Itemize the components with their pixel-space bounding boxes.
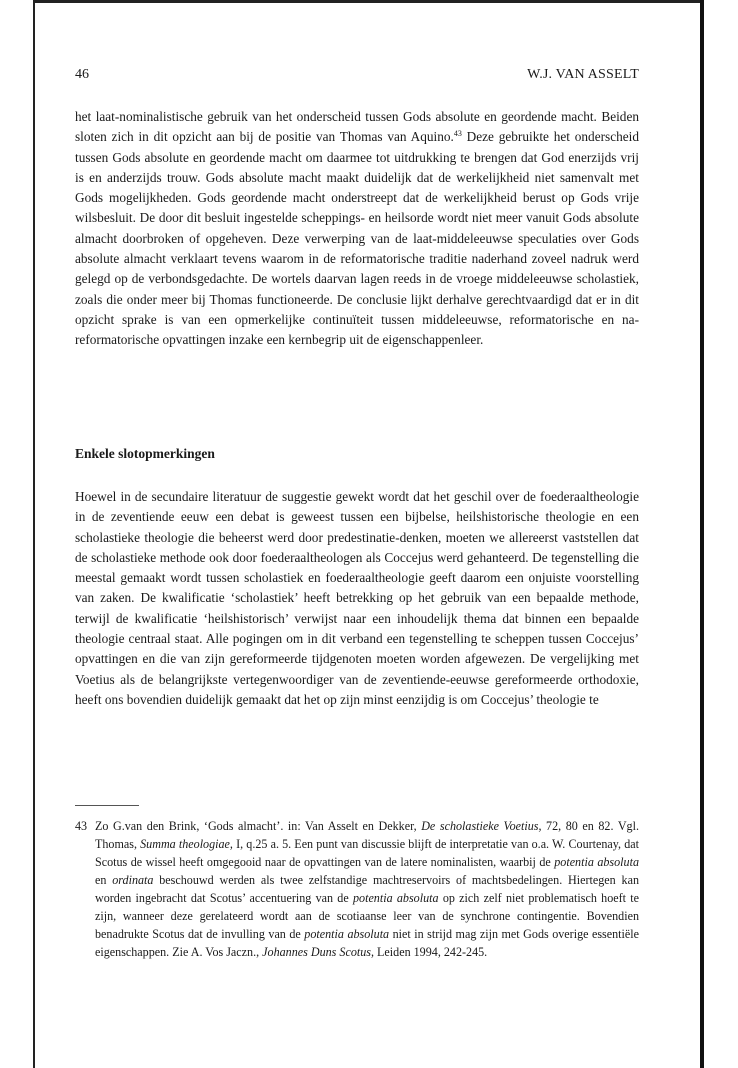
footnote-number: 43 [75, 819, 88, 833]
page-number: 46 [75, 67, 89, 82]
page-border-top [33, 0, 704, 3]
body-paragraph-2: Hoewel in de secundaire literatuur de suggestie gewekt wordt dat het geschil over de foederaaltheologie in de zeventiende eeuw een debat is geweest tussen een bijbelse, heilshistorische theologie en een scholastieke theologie die beheerst werd door predestinatie-denken, moeten we allereerst vaststellen dat de scholastieke methode ook door foederaaltheologen als Coccejus werd gehanteerd. De tegenstelling die meestal gemaakt wordt tussen scholastiek en foederaaltheologie geeft daarom een onjuiste voorstelling van zaken. De kwalificatie ‘scholastiek’ heeft betrekking op het gebruik van een bepaalde methode, terwijl de kwalificatie ‘heilshistorisch’ verwijst naar een inhoudelijk thema dat binnen een bepaalde theologie centraal staat. Alle pogingen om in dit verband een tegenstelling te scheppen tussen Coccejus’ opvattingen en die van zijn gereformeerde tijdgenoten moeten worden afgewezen. De vergelijking met Voetius als de belangrijkste vertegenwoordiger van de zeventiende-eeuwse gereformeerde orthodoxie, heeft ons bovendien duidelijk gemaakt dat het op zijn minst eenzijdig is om Coccejus’ theologie te [75, 489, 639, 707]
footnote-43 [75, 817, 639, 961]
fn-italic-4: ordinata [112, 873, 154, 887]
fn-italic-2: Summa theologiae, [140, 837, 233, 851]
fn-text-5: beschouwd werden als twee zelfstandige machtreservoirs of machtsbedelingen. Hiertegen kan worden ingebracht dat Scotus’ accentuering van de [95, 873, 639, 905]
fn-italic-7: Johannes Duns Scotus, [262, 945, 375, 959]
footnote-text [95, 817, 639, 961]
fn-italic-5: potentia absoluta [352, 891, 439, 905]
section-heading: Enkele slotopmerkingen [75, 446, 215, 461]
fn-italic-3: potentia absoluta [554, 855, 639, 869]
page-header [75, 67, 639, 87]
fn-text-8: Leiden 1994, 242-245. [374, 945, 488, 959]
fn-italic-1: De scholastieke Voetius, [421, 819, 542, 833]
fn-text-3: I, q.25 a. 5. Een punt van discussie blijft de interpretatie van o.a. W. Courtenay, dat Scotus de wissel heeft omgegooid naar de opvattingen van de latere nominalisten, waarbij de [95, 837, 639, 869]
fn-text-7: niet in strijd mag zijn met Gods overige essentiële eigenschappen. Zie A. Vos Jaczn., [95, 927, 639, 959]
footnote-reference-43[interactable]: 43 [453, 129, 462, 139]
footnote-separator [75, 805, 139, 806]
fn-text-1: Zo G.van den Brink, ‘Gods almacht’. in: Van Asselt en Dekker, [95, 819, 422, 833]
page-border-right [700, 0, 704, 1068]
fn-text-6: op zich zelf niet problematisch hoeft te zijn, wanneer deze gerelateerd wordt aan de scotiaanse leer van de synchrone contingentie. Bovendien benadrukte Scotus dat de invulling van de [95, 891, 639, 941]
fn-text-4: en [95, 873, 113, 887]
body-paragraph-1 [75, 107, 639, 351]
fn-italic-6: potentia absoluta [304, 927, 390, 941]
page-border-left [33, 0, 35, 1068]
fn-text-2: 72, 80 en 82. Vgl. Thomas, [95, 819, 639, 851]
paragraph-1-text-a: het laat-nominalistische gebruik van het onderscheid tussen Gods absolute en geordende macht. Beiden sloten zich in dit opzicht aan bij de positie van Thomas van Aquino. [75, 109, 639, 145]
paragraph-1-text-b: Deze gebruikte het onderscheid tussen Gods absolute en geordende macht om daarmee tot uitdrukking te brengen dat God enerzijds vrij is en anderzijds trouw. Gods absolute macht maakt duidelijk dat de werkelijkheid niet samenvalt met Gods mogelijkheden. Gods geordende macht onderstreept dat de werkelijkheid berust op Gods vrije wilsbesluit. De door dit besluit ingestelde scheppings- en heilsorde wordt niet meer vanuit Gods absolute almacht doorbroken of opgeheven. Deze verwerping van de laat-middeleeuwse speculaties over Gods absolute almacht verklaart tevens waarom in de reformatorische traditie naderhand zoveel nadruk werd gelegd op de verbondsgedachte. De wortels daarvan lagen reeds in de vroege middeleeuwse scholastiek, zoals die onder meer bij Thomas functioneerde. De conclusie lijkt derhalve gerechtvaardigd dat er in dit opzicht sprake is van een opmerkelijke continuïteit tussen middeleeuwse, reformatorische en nareformatorische opvattingen inzake een kernbegrip uit de eigenschappenleer. [75, 129, 639, 348]
running-head: W.J. VAN ASSELT [527, 67, 639, 82]
